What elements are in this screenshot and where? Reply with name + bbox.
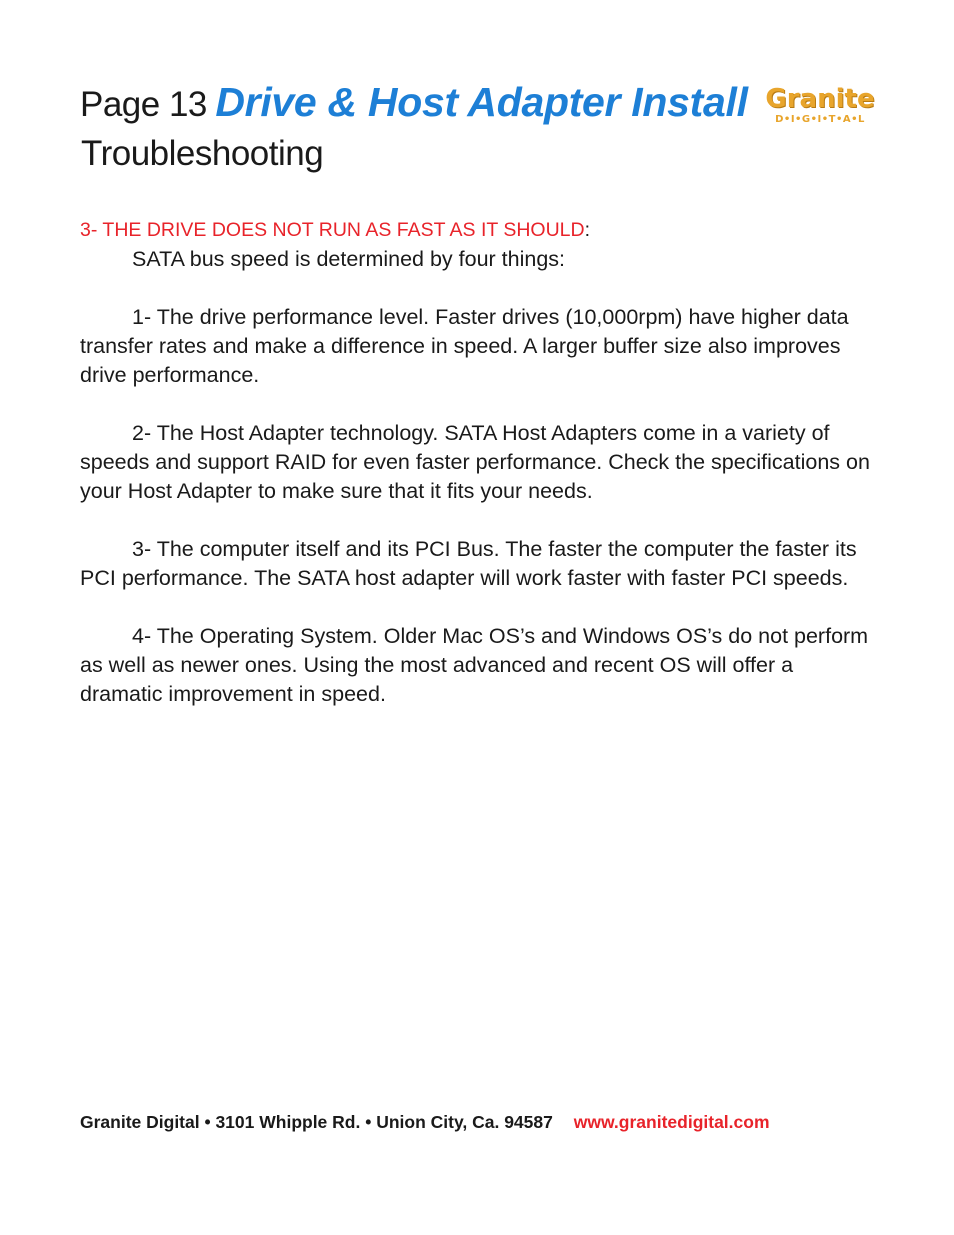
item-text: 2- The Host Adapter technology. SATA Host Adapters come in a variety of speeds and support RAID for even faster performance. Check the specifications on your Host Adapter to make sure that it fits your needs. (80, 421, 870, 503)
item-text: 1- The drive performance level. Faster drives (10,000rpm) have higher data transfer rates and make a difference in speed. A larger buffer size also improves drive performance. (80, 305, 849, 387)
section-heading-colon: : (584, 219, 591, 241)
logo-wordmark: Granite (765, 84, 875, 114)
troubleshooting-section (80, 216, 880, 709)
page-title: Drive & Host Adapter Install (215, 79, 748, 125)
speed-factor-item (80, 303, 880, 390)
page-subtitle: Troubleshooting (81, 134, 324, 173)
granite-digital-logo (764, 86, 876, 125)
logo-tagline: D•I•G•I•T•A•L (775, 114, 865, 125)
intro-text: SATA bus speed is determined by four things: (132, 247, 566, 271)
item-text: 4- The Operating System. Older Mac OS’s and Windows OS’s do not perform as well as newer ones. Using the most advanced and recent OS will offer a dramatic improvement in speed. (80, 624, 869, 706)
page-number: Page 13 (80, 85, 207, 124)
footer-address: Granite Digital • 3101 Whipple Rd. • Union City, Ca. 94587 (80, 1112, 553, 1132)
footer-website-link[interactable]: www.granitedigital.com (573, 1112, 770, 1132)
section-intro (80, 245, 880, 274)
section-heading (80, 216, 880, 245)
speed-factor-item (80, 622, 880, 709)
speed-factor-item (80, 419, 880, 506)
section-heading-text: 3- THE DRIVE DOES NOT RUN AS FAST AS IT SHOULD (80, 219, 585, 241)
page-header (80, 79, 748, 125)
page-footer (80, 1114, 770, 1132)
item-text: 3- The computer itself and its PCI Bus. The faster the computer the faster its PCI performance. The SATA host adapter will work faster with faster PCI speeds. (80, 537, 857, 590)
speed-factor-item (80, 535, 880, 593)
